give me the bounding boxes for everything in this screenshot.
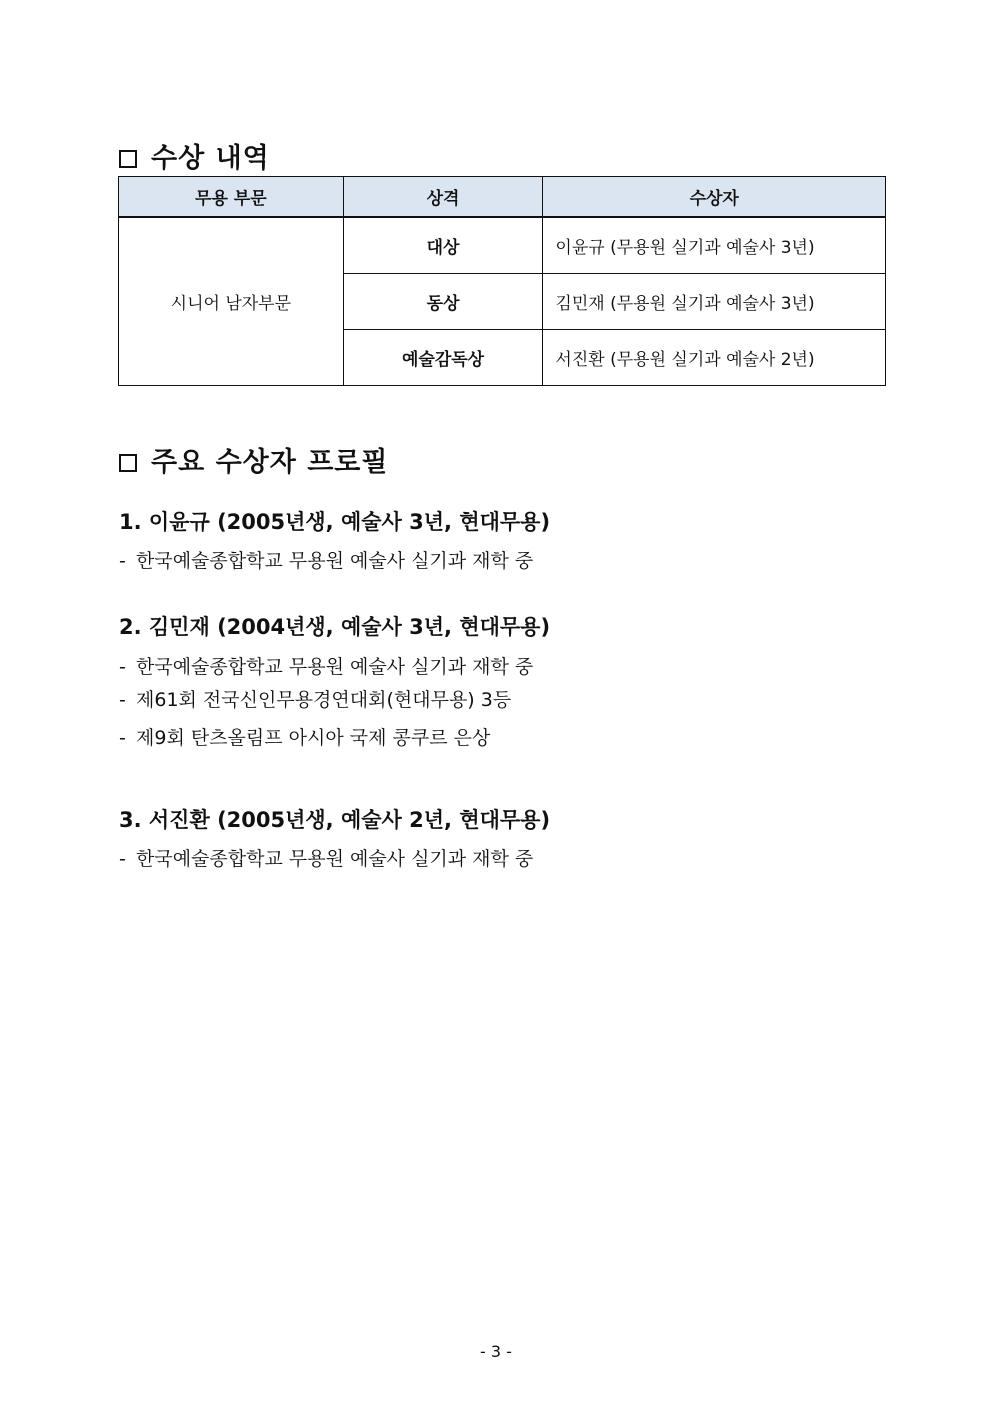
list-item-text: 한국예술종합학교 무용원 예술사 실기과 재학 중 xyxy=(136,656,534,678)
list-item xyxy=(119,652,533,679)
header-category: 무용 부문 xyxy=(119,177,344,218)
profile-heading-1: 1. 이윤규 (2005년생, 예술사 3년, 현대무용) xyxy=(119,510,551,534)
table-row xyxy=(119,217,886,274)
winner-cell: 이윤규 (무용원 실기과 예술사 3년) xyxy=(543,217,886,274)
winner-cell: 서진환 (무용원 실기과 예술사 2년) xyxy=(543,330,886,386)
profiles-title-text: 주요 수상자 프로필 xyxy=(151,447,389,478)
list-item xyxy=(119,844,533,871)
list-item xyxy=(119,685,511,712)
bullet-dash: - xyxy=(119,727,126,749)
category-cell: 시니어 남자부문 xyxy=(119,217,344,386)
header-grade: 상격 xyxy=(343,177,543,218)
awards-title-text: 수상 내역 xyxy=(151,143,270,174)
list-item-text: 한국예술종합학교 무용원 예술사 실기과 재학 중 xyxy=(136,848,534,870)
page-number: - 3 - xyxy=(480,1342,512,1361)
profiles-section-title xyxy=(119,440,388,479)
list-item-text: 제61회 전국신인무용경연대회(현대무용) 3등 xyxy=(136,689,512,711)
profile-heading-2: 2. 김민재 (2004년생, 예술사 3년, 현대무용) xyxy=(119,615,551,639)
grade-cell: 대상 xyxy=(343,217,543,274)
bullet-dash: - xyxy=(119,550,126,572)
list-item xyxy=(119,546,533,573)
grade-cell: 예술감독상 xyxy=(343,330,543,386)
bullet-dash: - xyxy=(119,689,126,711)
list-item-text: 한국예술종합학교 무용원 예술사 실기과 재학 중 xyxy=(136,550,534,572)
winner-cell: 김민재 (무용원 실기과 예술사 3년) xyxy=(543,274,886,330)
awards-table xyxy=(118,176,886,386)
checkbox-square-icon xyxy=(119,454,137,472)
grade-cell: 동상 xyxy=(343,274,543,330)
bullet-dash: - xyxy=(119,656,126,678)
list-item-text: 제9회 탄츠올림프 아시아 국제 콩쿠르 은상 xyxy=(136,727,491,749)
checkbox-square-icon xyxy=(119,150,137,168)
awards-section-title xyxy=(119,136,270,175)
header-winner: 수상자 xyxy=(543,177,886,218)
list-item xyxy=(119,723,490,750)
table-header-row xyxy=(119,177,886,218)
profile-heading-3: 3. 서진환 (2005년생, 예술사 2년, 현대무용) xyxy=(119,808,551,832)
bullet-dash: - xyxy=(119,848,126,870)
